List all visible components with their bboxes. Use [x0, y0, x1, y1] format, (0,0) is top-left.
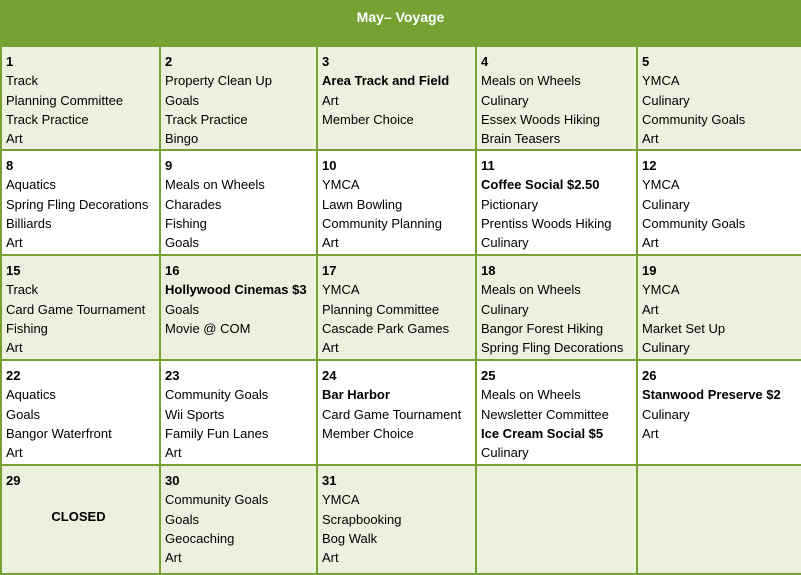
day-cell-10 [317, 150, 476, 255]
day-cell-2 [160, 46, 317, 150]
day-number: 3 [322, 54, 330, 69]
event-item: Family Fun Lanes [165, 425, 269, 441]
day-cell-19 [637, 255, 801, 360]
event-item: Art [165, 445, 182, 461]
event-item: Art [322, 340, 339, 356]
day-cell-1 [1, 46, 160, 150]
event-item: Fishing [6, 320, 48, 336]
event-item: YMCA [642, 177, 680, 193]
event-item: Art [322, 235, 339, 251]
event-item: Charades [165, 196, 222, 212]
day-cell-11 [476, 150, 637, 255]
event-item: Bingo [165, 131, 199, 147]
event-item: Card Game Tournament [322, 406, 462, 422]
day-cell-9 [160, 150, 317, 255]
day-cell-4 [476, 46, 637, 150]
event-item: Track Practice [6, 111, 89, 127]
day-number: 31 [322, 473, 337, 488]
day-cell-5 [637, 46, 801, 150]
day-number: 23 [165, 368, 180, 383]
event-item: Billiards [6, 215, 52, 231]
event-item: Culinary [481, 235, 529, 251]
event-item: Art [6, 340, 23, 356]
calendar-title: May– Voyage [0, 0, 801, 45]
event-item: Art [6, 235, 23, 251]
day-number: 15 [6, 263, 21, 278]
event-item: Essex Woods Hiking [481, 111, 600, 127]
event-item: Community Goals [642, 215, 746, 231]
day-number: 1 [6, 54, 14, 69]
event-item: Stanwood Preserve $2 [642, 387, 781, 403]
day-number: 2 [165, 54, 173, 69]
day-number: 19 [642, 263, 657, 278]
day-cell-16 [160, 255, 317, 360]
event-item: Track [6, 73, 39, 89]
event-item: Goals [165, 301, 199, 317]
event-item: Ice Cream Social $5 [481, 425, 604, 441]
event-item: Culinary [642, 340, 690, 356]
day-number: 29 [6, 473, 21, 488]
event-item: Coffee Social $2.50 [481, 177, 600, 193]
event-item: Art [322, 550, 339, 566]
event-item: Planning Committee [322, 301, 440, 317]
day-cell-29 [1, 465, 160, 574]
event-item: Property Clean Up [165, 73, 272, 89]
event-item: YMCA [322, 177, 360, 193]
day-cell-30 [160, 465, 317, 574]
day-number: 18 [481, 263, 496, 278]
calendar-grid [0, 45, 801, 575]
event-item: Geocaching [165, 530, 235, 546]
empty-day-cell [476, 465, 637, 574]
day-cell-23 [160, 360, 317, 465]
event-item: Card Game Tournament [6, 301, 146, 317]
day-number: 11 [481, 158, 495, 173]
event-item: Bar Harbor [322, 387, 390, 403]
day-cell-25 [476, 360, 637, 465]
event-item: Prentiss Woods Hiking [481, 215, 612, 231]
day-number: 16 [165, 263, 180, 278]
day-number: 10 [322, 158, 337, 173]
event-item: Art [642, 131, 659, 147]
day-cell-24 [317, 360, 476, 465]
event-item: Brain Teasers [481, 131, 561, 147]
event-item: Art [6, 445, 23, 461]
week-row [1, 150, 801, 255]
day-cell-3 [317, 46, 476, 150]
event-item: Track [6, 282, 39, 298]
week-row [1, 465, 801, 574]
event-item: Meals on Wheels [481, 73, 581, 89]
event-item: Culinary [642, 196, 690, 212]
event-item: Area Track and Field [322, 73, 450, 89]
event-item: Movie @ COM [165, 320, 251, 336]
event-item: Community Goals [642, 111, 746, 127]
event-item: Meals on Wheels [165, 177, 265, 193]
event-item: Goals [6, 406, 40, 422]
event-item: Planning Committee [6, 92, 124, 108]
event-item: Pictionary [481, 196, 539, 212]
event-item: Wii Sports [165, 406, 225, 422]
event-item: Art [642, 425, 659, 441]
day-number: 9 [165, 158, 173, 173]
closed-label: CLOSED [51, 509, 106, 525]
event-item: Goals [165, 235, 199, 251]
event-item: Spring Fling Decorations [6, 196, 149, 212]
event-item: Bangor Waterfront [6, 425, 112, 441]
event-item: Goals [165, 511, 199, 527]
week-row [1, 360, 801, 465]
event-item: Fishing [165, 215, 207, 231]
day-number: 5 [642, 54, 650, 69]
week-row [1, 255, 801, 360]
event-item: Meals on Wheels [481, 282, 581, 298]
event-item: Goals [165, 92, 199, 108]
day-cell-12 [637, 150, 801, 255]
day-number: 12 [642, 158, 657, 173]
event-item: Art [6, 131, 23, 147]
event-item: Community Planning [322, 215, 442, 231]
event-item: Community Goals [165, 387, 269, 403]
event-item: Market Set Up [642, 320, 726, 336]
event-item: Culinary [642, 92, 690, 108]
event-item: YMCA [322, 282, 360, 298]
day-number: 30 [165, 473, 180, 488]
day-cell-8 [1, 150, 160, 255]
event-item: Lawn Bowling [322, 196, 403, 212]
event-item: Art [165, 550, 182, 566]
day-cell-17 [317, 255, 476, 360]
event-item: Aquatics [6, 177, 56, 193]
day-number: 25 [481, 368, 496, 383]
event-item: Meals on Wheels [481, 387, 581, 403]
event-item: YMCA [322, 492, 360, 508]
event-item: Scrapbooking [322, 511, 402, 527]
event-item: Culinary [481, 445, 529, 461]
day-cell-26 [637, 360, 801, 465]
day-cell-22 [1, 360, 160, 465]
event-item: Culinary [642, 406, 690, 422]
day-cell-31 [317, 465, 476, 574]
day-number: 24 [322, 368, 337, 383]
event-item: Art [322, 92, 339, 108]
event-item: Hollywood Cinemas $3 [165, 282, 307, 298]
day-cell-18 [476, 255, 637, 360]
empty-day-cell [637, 465, 801, 574]
event-item: Bangor Forest Hiking [481, 320, 604, 336]
day-number: 17 [322, 263, 337, 278]
event-item: Community Goals [165, 492, 269, 508]
event-item: Newsletter Committee [481, 406, 609, 422]
day-number: 22 [6, 368, 21, 383]
event-item: Member Choice [322, 425, 414, 441]
day-number: 8 [6, 158, 14, 173]
event-item: Member Choice [322, 111, 414, 127]
event-item: Spring Fling Decorations [481, 340, 624, 356]
event-item: Art [642, 235, 659, 251]
event-item: Bog Walk [322, 530, 378, 546]
day-number: 26 [642, 368, 657, 383]
day-cell-15 [1, 255, 160, 360]
event-item: Culinary [481, 301, 529, 317]
event-item: YMCA [642, 73, 680, 89]
week-row [1, 46, 801, 150]
event-item: YMCA [642, 282, 680, 298]
event-item: Art [642, 301, 659, 317]
day-number: 4 [481, 54, 489, 69]
event-item: Track Practice [165, 111, 248, 127]
event-item: Cascade Park Games [322, 320, 450, 336]
event-item: Aquatics [6, 387, 56, 403]
event-item: Culinary [481, 92, 529, 108]
